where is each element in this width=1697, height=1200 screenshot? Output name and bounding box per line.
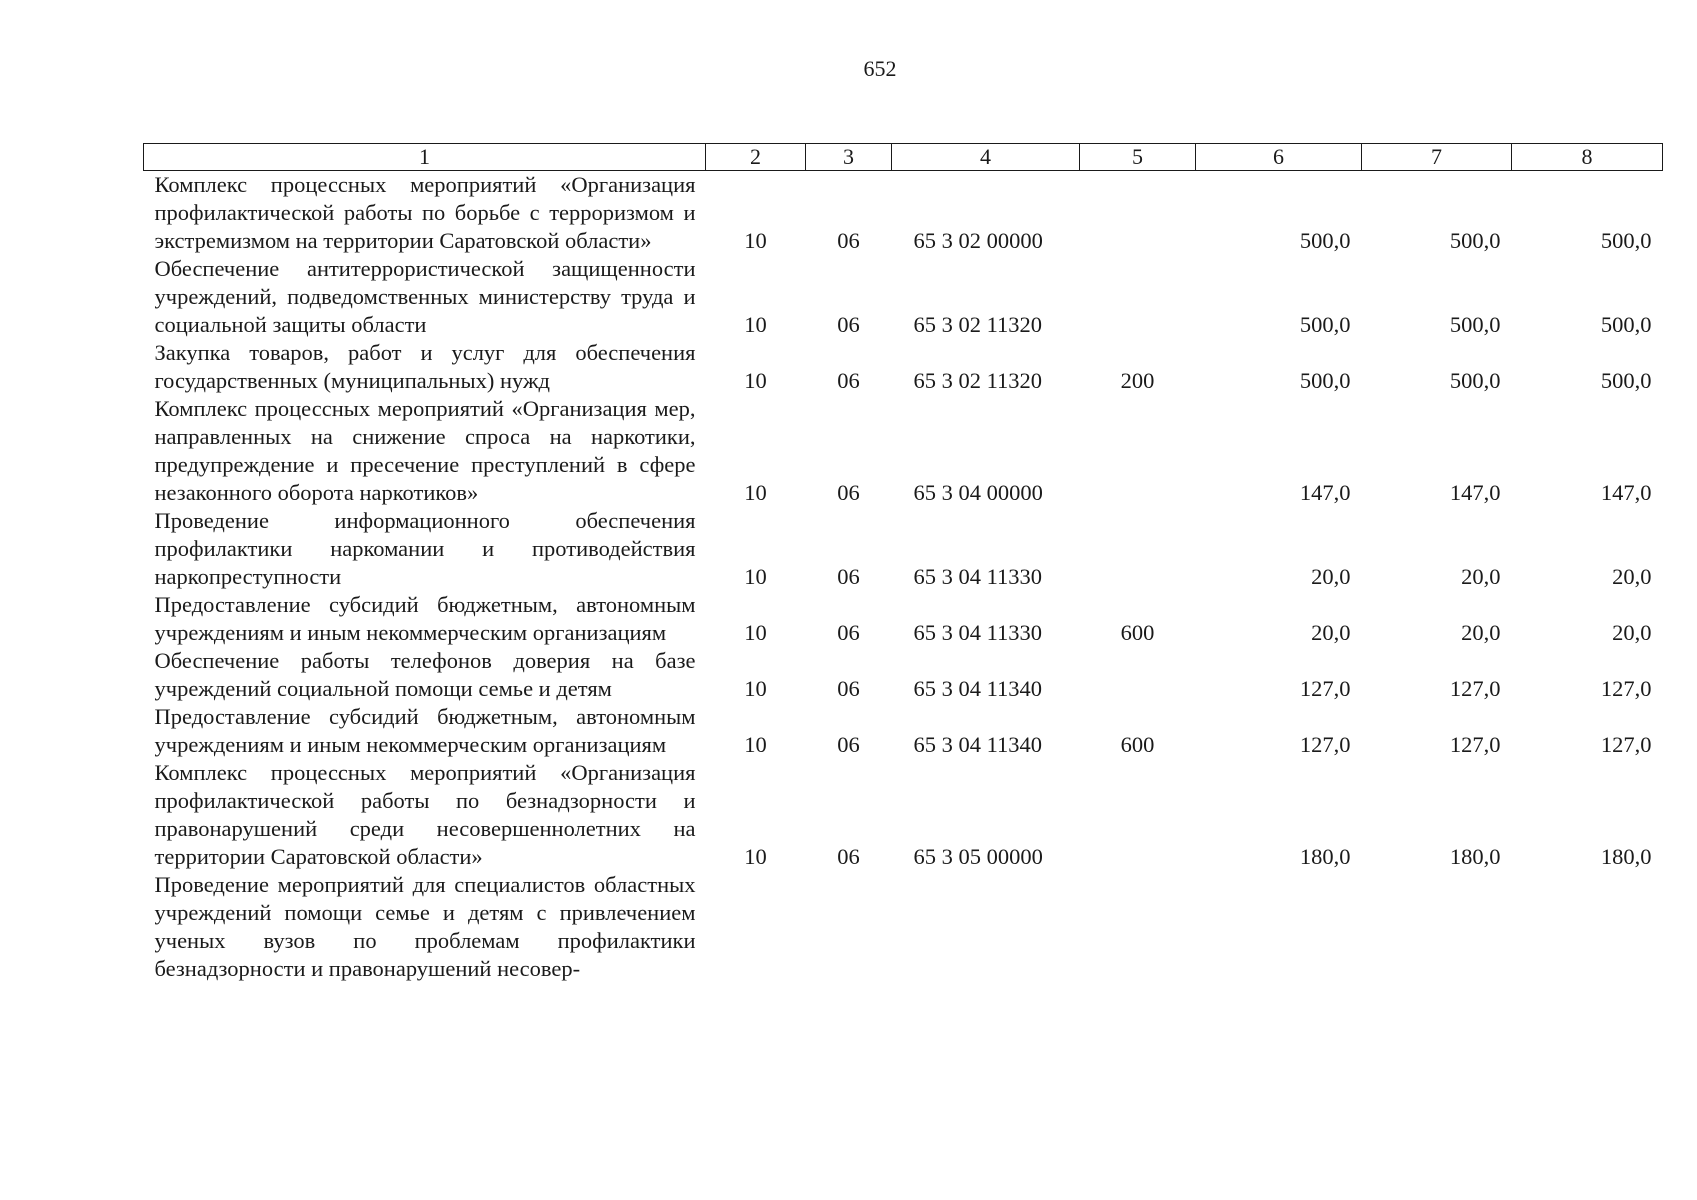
- row-value-col6: 127,0: [1299, 732, 1351, 757]
- row-section: 10: [744, 676, 767, 701]
- row-section: [706, 871, 806, 983]
- row-target-article: 65 3 04 11340: [913, 676, 1043, 701]
- budget-table: [143, 143, 1663, 983]
- row-value-col7: 500,0: [1449, 368, 1501, 393]
- row-value-col6: [1196, 871, 1362, 983]
- row-value-col8: 20,0: [1612, 620, 1652, 645]
- column-header-1: 1: [144, 144, 706, 171]
- header-row: [144, 144, 1663, 171]
- row-value-col8: 20,0: [1612, 564, 1652, 589]
- row-name: Предоставление субсидий бюджетным, автономным учреждениям и иным некоммерческим организациям: [154, 592, 696, 645]
- row-value-col8: [1512, 871, 1663, 983]
- row-value-col8: 500,0: [1600, 228, 1652, 253]
- row-target-article: 65 3 04 11340: [913, 732, 1043, 757]
- row-expense-type: 600: [1120, 732, 1155, 757]
- row-section: 10: [744, 312, 767, 337]
- table-row: [144, 871, 1663, 983]
- row-section: 10: [744, 228, 767, 253]
- row-section: 10: [744, 368, 767, 393]
- row-subsection: 06: [837, 844, 860, 869]
- column-header-2: 2: [706, 144, 806, 171]
- table-row: [144, 339, 1663, 395]
- table-row: [144, 703, 1663, 759]
- row-target-article: 65 3 04 00000: [913, 480, 1043, 505]
- table-row: [144, 647, 1663, 703]
- row-name: Проведение мероприятий для специалистов областных учреждений помощи семье и детям с привлечением ученых вузов по проблемам профилактики безнадзорности и правонарушений несовер-: [154, 872, 696, 981]
- page-number: 652: [863, 56, 897, 81]
- row-value-col6: 500,0: [1299, 312, 1351, 337]
- row-subsection: 06: [837, 732, 860, 757]
- row-subsection: [806, 871, 892, 983]
- row-expense-type: 200: [1120, 368, 1155, 393]
- row-expense-type: 600: [1120, 620, 1155, 645]
- row-subsection: 06: [837, 480, 860, 505]
- table-header: [144, 144, 1663, 171]
- row-expense-type: [1080, 171, 1196, 256]
- row-value-col7: 147,0: [1449, 480, 1501, 505]
- row-value-col8: 147,0: [1600, 480, 1652, 505]
- table-body: [144, 171, 1663, 984]
- row-value-col7: [1362, 871, 1512, 983]
- row-value-col7: 20,0: [1461, 564, 1501, 589]
- row-name: Комплекс процессных мероприятий «Организация профилактической работы по борьбе с терроризмом и экстремизмом на территории Саратовской области»: [154, 172, 696, 253]
- table-row: [144, 591, 1663, 647]
- column-header-8: 8: [1512, 144, 1663, 171]
- row-value-col7: 127,0: [1449, 732, 1501, 757]
- row-value-col6: 500,0: [1299, 228, 1351, 253]
- row-name: Комплекс процессных мероприятий «Организация профилактической работы по безнадзорности и правонарушений среди несовершеннолетних на территории Саратовской области»: [154, 760, 696, 869]
- row-value-col6: 127,0: [1299, 676, 1351, 701]
- row-section: 10: [744, 564, 767, 589]
- row-section: 10: [744, 844, 767, 869]
- row-section: 10: [744, 620, 767, 645]
- row-subsection: 06: [837, 368, 860, 393]
- row-name: Обеспечение работы телефонов доверия на базе учреждений социальной помощи семье и детям: [154, 648, 696, 701]
- row-subsection: 06: [837, 620, 860, 645]
- row-expense-type: [1080, 647, 1196, 703]
- column-header-4: 4: [892, 144, 1080, 171]
- row-section: 10: [744, 480, 767, 505]
- column-header-5: 5: [1080, 144, 1196, 171]
- row-name: Проведение информационного обеспечения профилактики наркомании и противодействия наркопреступности: [154, 508, 696, 589]
- table-row: [144, 507, 1663, 591]
- table-row: [144, 395, 1663, 507]
- row-target-article: 65 3 02 11320: [913, 312, 1043, 337]
- row-subsection: 06: [837, 228, 860, 253]
- row-target-article: 65 3 02 00000: [913, 228, 1043, 253]
- row-value-col6: 20,0: [1311, 620, 1351, 645]
- row-value-col8: 500,0: [1600, 368, 1652, 393]
- row-value-col8: 127,0: [1600, 732, 1652, 757]
- row-value-col6: 500,0: [1299, 368, 1351, 393]
- row-name: Закупка товаров, работ и услуг для обеспечения государственных (муниципальных) нужд: [154, 340, 696, 393]
- table-row: [144, 759, 1663, 871]
- row-section: 10: [744, 732, 767, 757]
- row-value-col7: 500,0: [1449, 228, 1501, 253]
- row-expense-type: [1080, 871, 1196, 983]
- row-value-col8: 180,0: [1600, 844, 1652, 869]
- row-subsection: 06: [837, 676, 860, 701]
- row-value-col7: 20,0: [1461, 620, 1501, 645]
- column-header-7: 7: [1362, 144, 1512, 171]
- row-value-col6: 20,0: [1311, 564, 1351, 589]
- row-name: Обеспечение антитеррористической защищенности учреждений, подведомственных министерству труда и социальной защиты области: [154, 256, 696, 337]
- row-expense-type: [1080, 395, 1196, 507]
- row-value-col6: 180,0: [1299, 844, 1351, 869]
- row-name: Предоставление субсидий бюджетным, автономным учреждениям и иным некоммерческим организациям: [154, 704, 696, 757]
- row-value-col8: 127,0: [1600, 676, 1652, 701]
- row-expense-type: [1080, 255, 1196, 339]
- row-target-article: 65 3 05 00000: [913, 844, 1043, 869]
- row-value-col6: 147,0: [1299, 480, 1351, 505]
- row-value-col7: 500,0: [1449, 312, 1501, 337]
- table-row: [144, 171, 1663, 256]
- row-value-col7: 127,0: [1449, 676, 1501, 701]
- row-target-article: [892, 871, 1080, 983]
- row-subsection: 06: [837, 312, 860, 337]
- row-value-col8: 500,0: [1600, 312, 1652, 337]
- row-target-article: 65 3 04 11330: [913, 564, 1043, 589]
- row-target-article: 65 3 02 11320: [913, 368, 1043, 393]
- row-expense-type: [1080, 507, 1196, 591]
- column-header-6: 6: [1196, 144, 1362, 171]
- column-header-3: 3: [806, 144, 892, 171]
- row-value-col7: 180,0: [1449, 844, 1501, 869]
- row-target-article: 65 3 04 11330: [913, 620, 1043, 645]
- row-name: Комплекс процессных мероприятий «Организация мер, направленных на снижение спроса на наркотики, предупреждение и пресечение преступлений в сфере незаконного оборота наркотиков»: [154, 396, 696, 505]
- table-row: [144, 255, 1663, 339]
- row-subsection: 06: [837, 564, 860, 589]
- row-expense-type: [1080, 759, 1196, 871]
